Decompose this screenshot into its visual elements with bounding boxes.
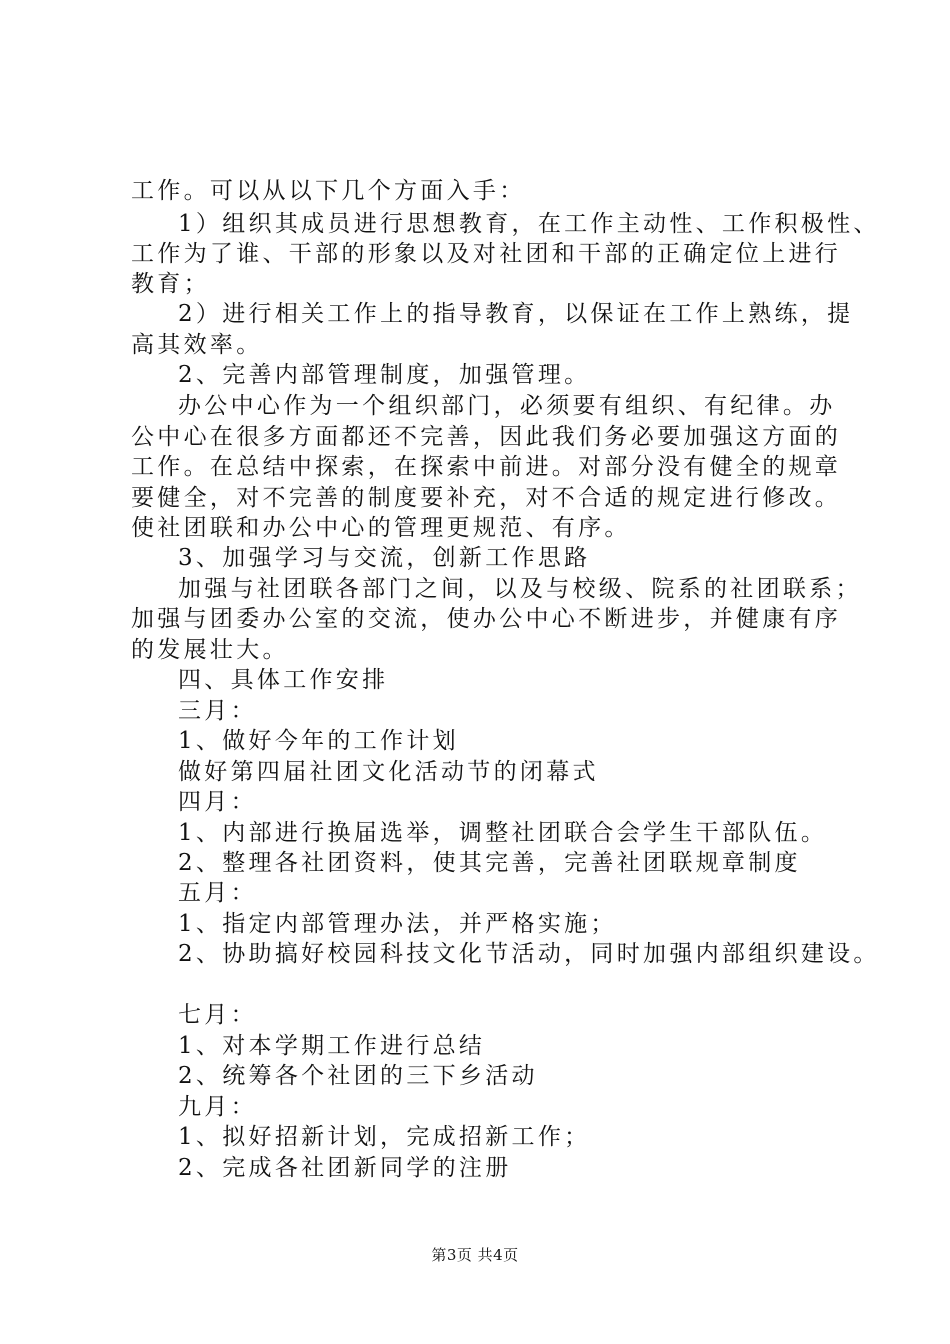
body-line: 公中心在很多方面都还不完善，因此我们务必要加强这方面的 [131, 424, 842, 450]
page-footer: 第3页 共4页 [431, 1246, 519, 1264]
body-line: 工作。在总结中探索，在探索中前进。对部分没有健全的规章 [131, 454, 842, 480]
month-heading: 五月： [178, 880, 257, 906]
body-line: 加强与团委办公室的交流，使办公中心不断进步，并健康有序 [131, 606, 842, 632]
body-line: 要健全，对不完善的制度要补充，对不合适的规定进行修改。 [131, 485, 842, 511]
body-line: 工作。可以从以下几个方面入手： [131, 178, 526, 204]
list-item: 1、拟好招新计划，完成招新工作； [178, 1124, 591, 1150]
list-item: 2、协助搞好校园科技文化节活动，同时加强内部组织建设。 [178, 941, 880, 967]
body-line: 的发展壮大。 [131, 637, 289, 663]
body-line: 2）进行相关工作上的指导教育，以保证在工作上熟练，提 [178, 301, 854, 327]
list-item: 2、完成各社团新同学的注册 [178, 1155, 512, 1181]
section-heading: 3、加强学习与交流，创新工作思路 [178, 545, 591, 571]
list-item: 1、内部进行换届选举，调整社团联合会学生干部队伍。 [178, 820, 828, 846]
body-line: 工作为了谁、干部的形象以及对社团和干部的正确定位上进行 [131, 241, 842, 267]
month-heading: 三月： [178, 698, 257, 724]
month-heading: 七月： [178, 1002, 257, 1028]
month-heading: 九月： [178, 1094, 257, 1120]
list-item: 2、整理各社团资料，使其完善，完善社团联规章制度 [178, 850, 801, 876]
list-item: 1、指定内部管理办法，并严格实施； [178, 911, 617, 937]
list-item: 做好第四届社团文化活动节的闭幕式 [178, 759, 599, 785]
body-line: 教育； [131, 271, 210, 297]
body-line: 1）组织其成员进行思想教育，在工作主动性、工作积极性、 [178, 211, 880, 237]
list-item: 1、做好今年的工作计划 [178, 728, 459, 754]
body-line: 加强与社团联各部门之间，以及与校级、院系的社团联系； [178, 576, 862, 602]
list-item: 1、对本学期工作进行总结 [178, 1033, 486, 1059]
section-heading: 四、具体工作安排 [178, 667, 389, 693]
section-heading: 2、完善内部管理制度，加强管理。 [178, 362, 591, 388]
month-heading: 四月： [178, 789, 257, 815]
body-line: 高其效率。 [131, 332, 263, 358]
body-line: 办公中心作为一个组织部门，必须要有组织、有纪律。办 [178, 393, 836, 419]
list-item: 2、统筹各个社团的三下乡活动 [178, 1063, 538, 1089]
body-line: 使社团联和办公中心的管理更规范、有序。 [131, 515, 631, 541]
